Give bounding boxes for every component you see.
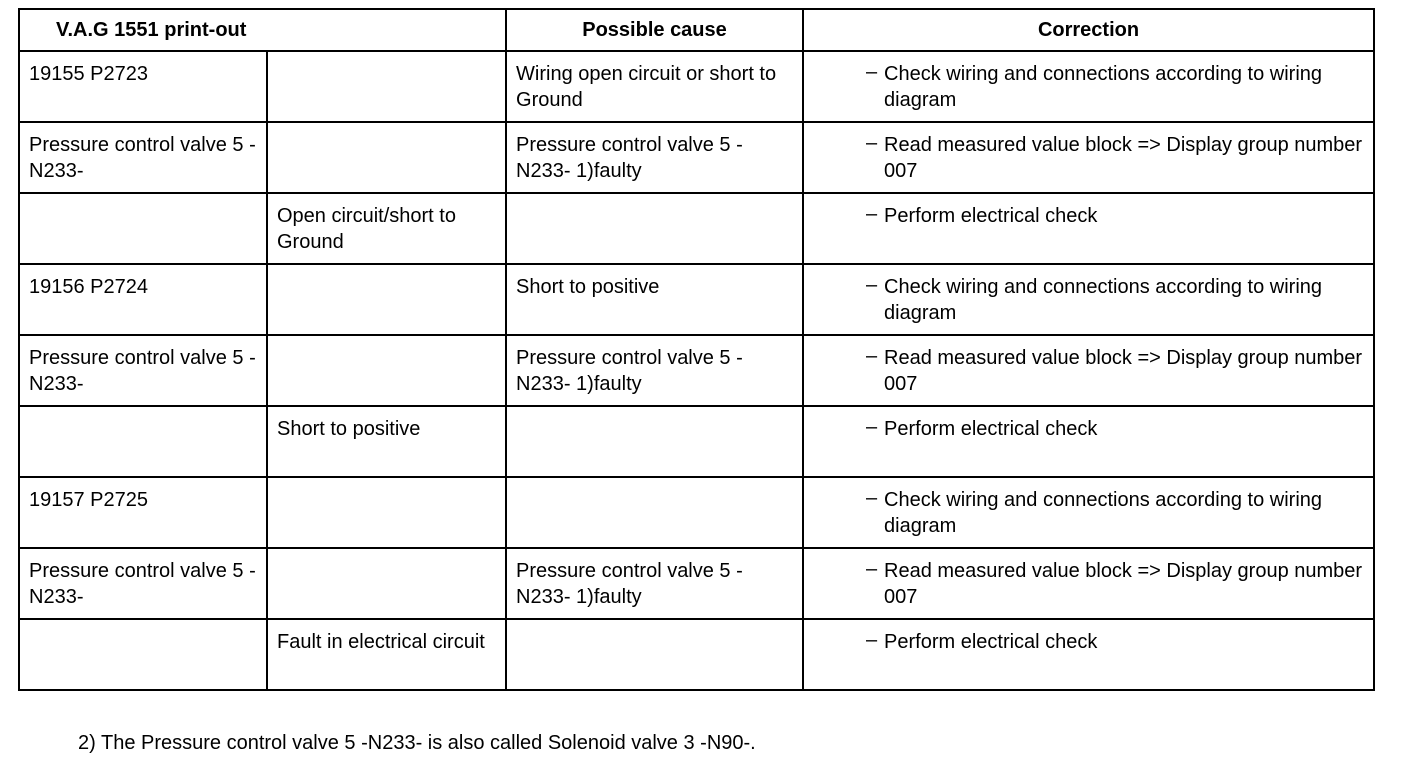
table-row xyxy=(19,477,1374,548)
correction-cell xyxy=(803,619,1374,690)
fault-code-cell xyxy=(19,122,267,193)
dash-bullet: – xyxy=(866,345,878,367)
table-row xyxy=(19,193,1374,264)
correction-text: Perform electrical check xyxy=(884,418,1098,440)
possible-cause-cell xyxy=(506,619,803,690)
fault-code-cell xyxy=(19,193,267,264)
possible-cause-text xyxy=(507,407,802,416)
fault-type-cell xyxy=(267,335,506,406)
possible-cause-cell xyxy=(506,193,803,264)
table-row xyxy=(19,335,1374,406)
correction-text: Perform electrical check xyxy=(884,205,1098,227)
fault-type-cell xyxy=(267,477,506,548)
correction-cell xyxy=(803,406,1374,477)
fault-type-text: Open circuit/short to Ground xyxy=(277,205,456,253)
dash-bullet: – xyxy=(866,203,878,225)
dash-bullet: – xyxy=(866,274,878,296)
possible-cause-cell xyxy=(506,51,803,122)
header-printout: V.A.G 1551 print-out xyxy=(19,9,506,51)
correction-text: Read measured value block => Display group number 007 xyxy=(884,134,1363,182)
possible-cause-text xyxy=(507,194,802,203)
fault-code-text: Pressure control valve 5 -N233- xyxy=(29,134,256,182)
fault-code-text xyxy=(20,194,266,203)
correction-text: Check wiring and connections according to wiring diagram xyxy=(884,489,1323,537)
table-row xyxy=(19,619,1374,690)
possible-cause-text xyxy=(507,478,802,487)
possible-cause-cell xyxy=(506,122,803,193)
table-row xyxy=(19,264,1374,335)
possible-cause-text: Pressure control valve 5 -N233- 1)faulty xyxy=(516,347,743,395)
fault-code-cell xyxy=(19,619,267,690)
fault-code-text: 19156 P2724 xyxy=(29,276,149,298)
table-row xyxy=(19,122,1374,193)
table-row xyxy=(19,51,1374,122)
fault-code-cell xyxy=(19,548,267,619)
dash-bullet: – xyxy=(866,132,878,154)
fault-type-cell xyxy=(267,264,506,335)
fault-type-text xyxy=(268,549,505,558)
fault-type-text xyxy=(268,336,505,345)
fault-type-text: Short to positive xyxy=(277,418,421,440)
correction-cell xyxy=(803,193,1374,264)
dash-bullet: – xyxy=(866,629,878,651)
correction-cell xyxy=(803,477,1374,548)
fault-type-text: Fault in electrical circuit xyxy=(277,631,485,653)
possible-cause-text: Short to positive xyxy=(516,276,660,298)
fault-code-text xyxy=(20,620,266,629)
fault-type-text xyxy=(268,123,505,132)
possible-cause-cell xyxy=(506,548,803,619)
correction-text: Check wiring and connections according to wiring diagram xyxy=(884,63,1323,111)
fault-code-table xyxy=(18,8,1375,691)
possible-cause-cell xyxy=(506,406,803,477)
fault-code-cell xyxy=(19,477,267,548)
header-possible-cause: Possible cause xyxy=(506,9,803,51)
footnote: 2) The Pressure control valve 5 -N233- is also called Solenoid valve 3 -N90-. xyxy=(78,732,756,754)
dash-bullet: – xyxy=(866,61,878,83)
fault-code-cell xyxy=(19,406,267,477)
table-header-row xyxy=(19,9,1374,51)
correction-cell xyxy=(803,335,1374,406)
fault-type-cell xyxy=(267,406,506,477)
correction-text: Check wiring and connections according to wiring diagram xyxy=(884,276,1323,324)
dash-bullet: – xyxy=(866,558,878,580)
fault-type-cell xyxy=(267,193,506,264)
fault-type-text xyxy=(268,265,505,274)
fault-code-cell xyxy=(19,264,267,335)
dash-bullet: – xyxy=(866,416,878,438)
fault-type-cell xyxy=(267,548,506,619)
fault-type-cell xyxy=(267,122,506,193)
correction-text: Read measured value block => Display group number 007 xyxy=(884,347,1363,395)
table-row xyxy=(19,548,1374,619)
fault-type-text xyxy=(268,52,505,61)
correction-text: Perform electrical check xyxy=(884,631,1098,653)
fault-type-cell xyxy=(267,51,506,122)
fault-code-text: 19157 P2725 xyxy=(29,489,149,511)
fault-code-text: Pressure control valve 5 -N233- xyxy=(29,560,256,608)
possible-cause-text: Pressure control valve 5 -N233- 1)faulty xyxy=(516,560,743,608)
possible-cause-cell xyxy=(506,264,803,335)
correction-cell xyxy=(803,264,1374,335)
correction-cell xyxy=(803,122,1374,193)
dash-bullet: – xyxy=(866,487,878,509)
table-row xyxy=(19,406,1374,477)
correction-cell xyxy=(803,548,1374,619)
fault-code-cell xyxy=(19,51,267,122)
header-correction: Correction xyxy=(803,9,1374,51)
possible-cause-text xyxy=(507,620,802,629)
fault-type-cell xyxy=(267,619,506,690)
correction-text: Read measured value block => Display group number 007 xyxy=(884,560,1363,608)
correction-cell xyxy=(803,51,1374,122)
possible-cause-text: Pressure control valve 5 -N233- 1)faulty xyxy=(516,134,743,182)
fault-code-text: Pressure control valve 5 -N233- xyxy=(29,347,256,395)
fault-code-text xyxy=(20,407,266,416)
possible-cause-text: Wiring open circuit or short to Ground xyxy=(516,63,777,111)
fault-code-cell xyxy=(19,335,267,406)
fault-code-text: 19155 P2723 xyxy=(29,63,149,85)
fault-type-text xyxy=(268,478,505,487)
possible-cause-cell xyxy=(506,335,803,406)
possible-cause-cell xyxy=(506,477,803,548)
document-sheet xyxy=(18,8,1373,691)
